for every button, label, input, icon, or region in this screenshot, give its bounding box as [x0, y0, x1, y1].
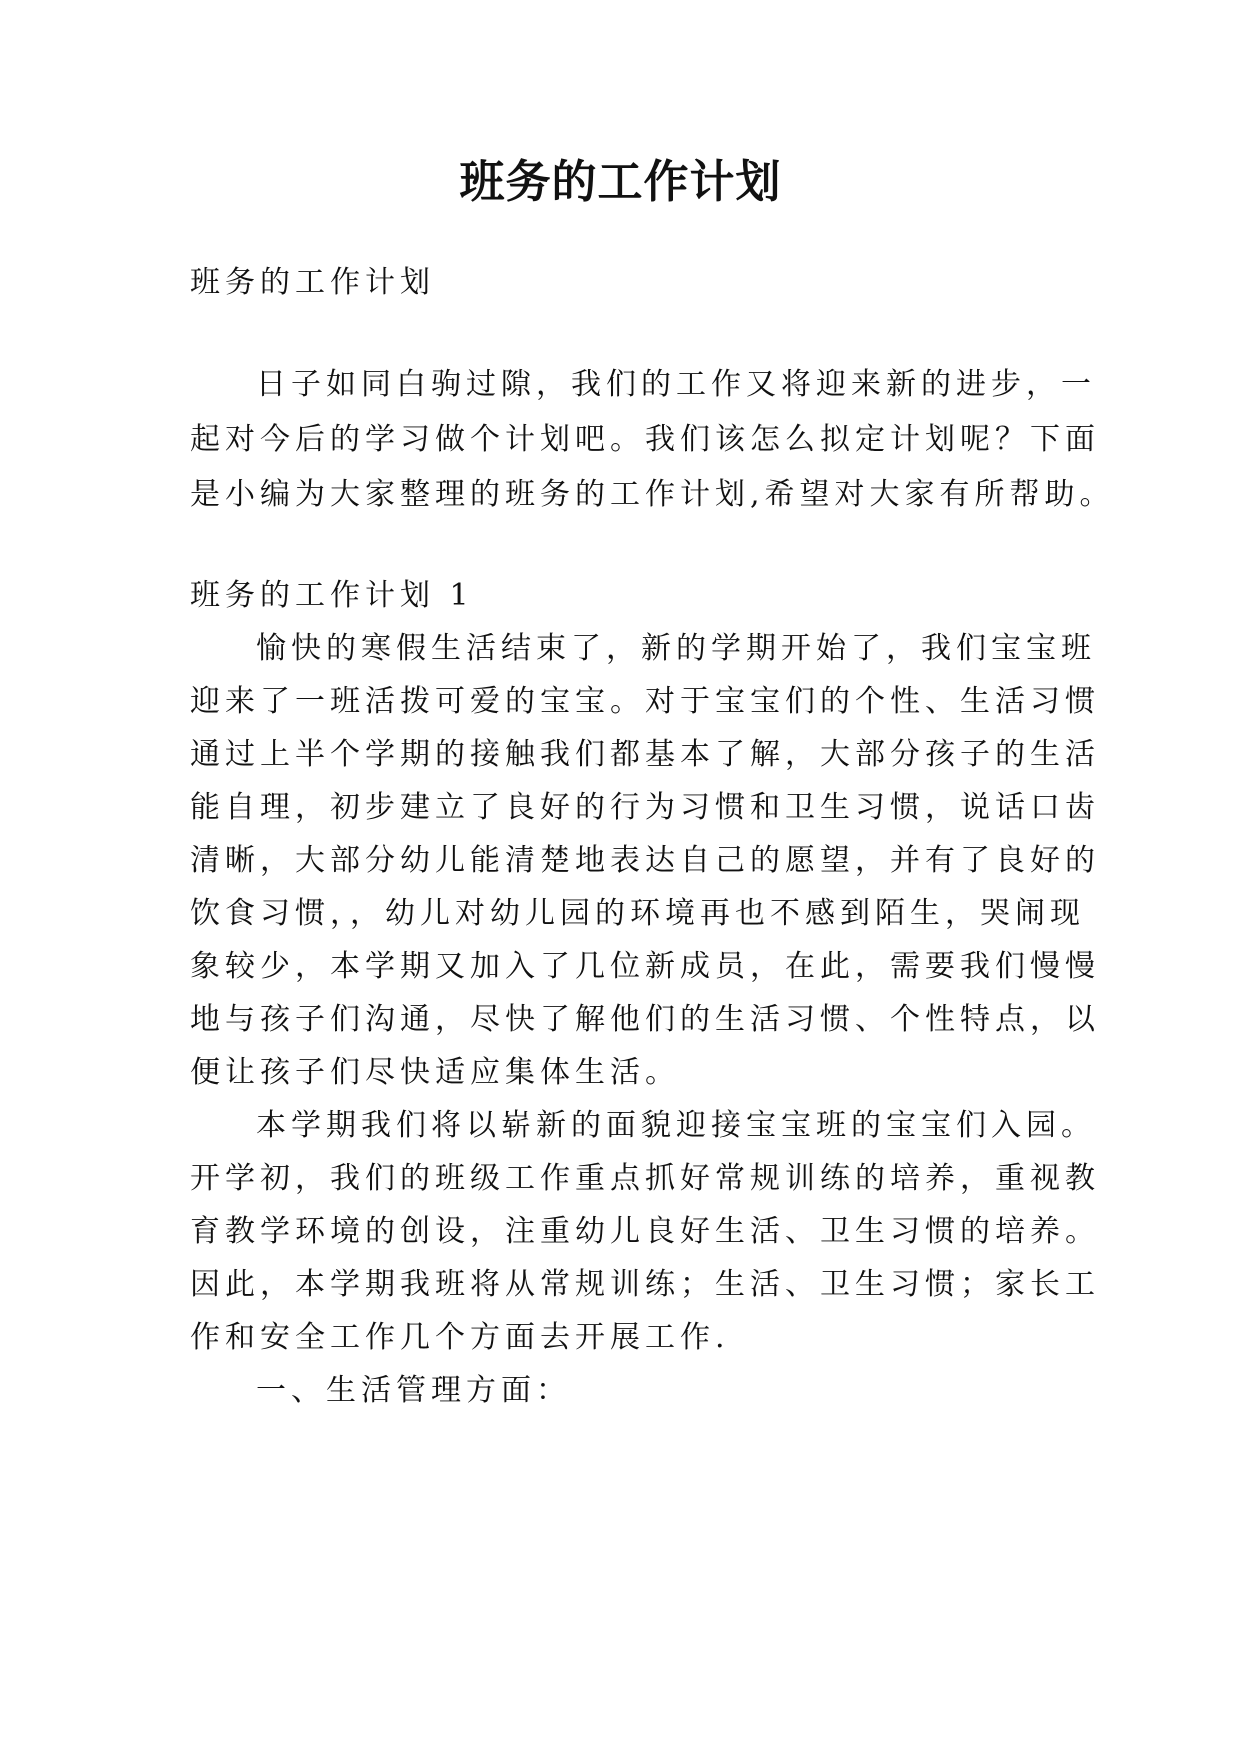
- paragraph-line: 能自理，初步建立了良好的行为习惯和卫生习惯，说话口齿: [190, 790, 1100, 825]
- paragraph-line: 清晰，大部分幼儿能清楚地表达自己的愿望，并有了良好的: [190, 843, 1100, 878]
- paragraph-line: 象较少，本学期又加入了几位新成员，在此，需要我们慢慢: [190, 949, 1100, 984]
- paragraph-line: 便让孩子们尽快适应集体生活。: [190, 1055, 680, 1090]
- paragraph-line: 因此，本学期我班将从常规训练；生活、卫生习惯；家长工: [190, 1267, 1100, 1302]
- section-heading: 班务的工作计划 1: [190, 578, 474, 613]
- intro-line: 是小编为大家整理的班务的工作计划,希望对大家有所帮助。: [190, 477, 1115, 512]
- paragraph-line: 通过上半个学期的接触我们都基本了解，大部分孩子的生活: [190, 737, 1100, 772]
- paragraph-line: 开学初，我们的班级工作重点抓好常规训练的培养，重视教: [190, 1161, 1100, 1196]
- paragraph-line: 本学期我们将以崭新的面貌迎接宝宝班的宝宝们入园。: [256, 1108, 1096, 1143]
- paragraph-line: 饮食习惯，，幼儿对幼儿园的环境再也不感到陌生，哭闹现: [190, 896, 1085, 931]
- paragraph-line: 育教学环境的创设，注重幼儿良好生活、卫生习惯的培养。: [190, 1214, 1100, 1249]
- document-subtitle: 班务的工作计划: [190, 265, 435, 300]
- list-heading: 一、生活管理方面：: [256, 1373, 571, 1408]
- paragraph-line: 愉快的寒假生活结束了，新的学期开始了，我们宝宝班: [256, 631, 1096, 666]
- paragraph-line: 地与孩子们沟通，尽快了解他们的生活习惯、个性特点，以: [190, 1002, 1100, 1037]
- intro-line: 日子如同白驹过隙，我们的工作又将迎来新的进步，一: [256, 367, 1096, 402]
- document-title: 班务的工作计划: [459, 155, 782, 208]
- paragraph-line: 迎来了一班活拨可爱的宝宝。对于宝宝们的个性、生活习惯: [190, 684, 1100, 719]
- paragraph-line: 作和安全工作几个方面去开展工作.: [190, 1320, 730, 1355]
- intro-line: 起对今后的学习做个计划吧。我们该怎么拟定计划呢？下面: [190, 422, 1100, 457]
